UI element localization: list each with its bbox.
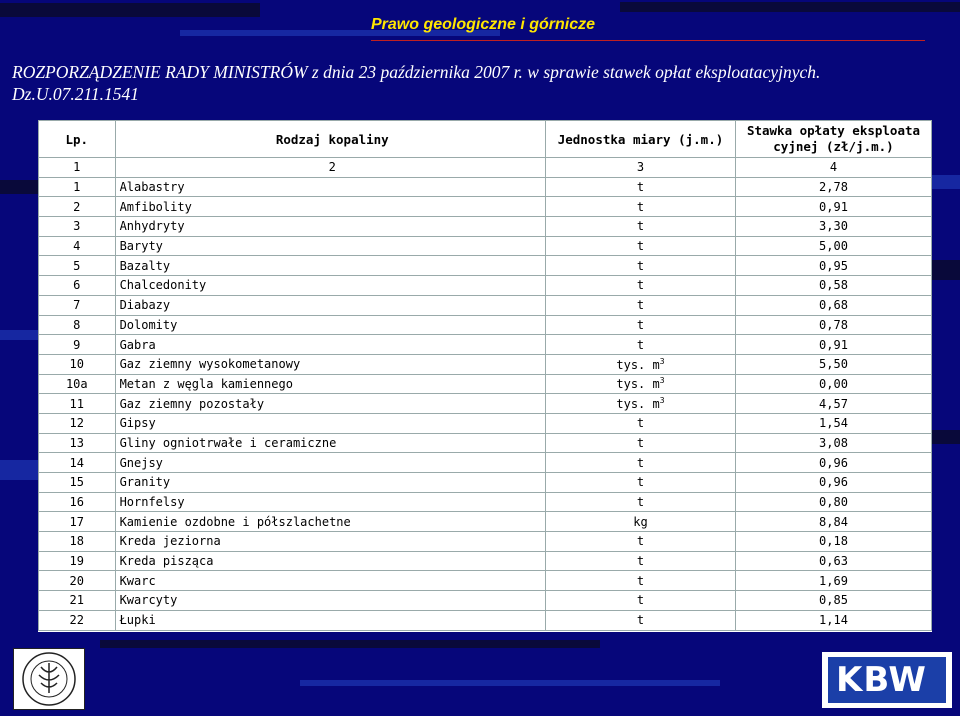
row-kind (115, 354, 545, 374)
column-number-row (39, 158, 932, 178)
row-lp-text: 21 (69, 593, 84, 608)
row-lp (39, 532, 116, 552)
row-unit-text: t (636, 219, 645, 234)
row-rate (735, 512, 931, 532)
row-kind (115, 335, 545, 355)
row-lp-text: 9 (73, 337, 81, 352)
row-unit (545, 413, 735, 433)
row-lp (39, 591, 116, 611)
table-row (39, 591, 932, 611)
row-rate (735, 532, 931, 552)
table-row (39, 532, 932, 552)
row-unit (545, 335, 735, 355)
row-lp-text: 20 (69, 573, 84, 588)
row-unit (545, 374, 735, 394)
row-lp (39, 217, 116, 237)
row-lp-text: 4 (73, 239, 81, 254)
row-kind-text: Metan z węgla kamiennego (119, 376, 293, 391)
row-lp (39, 315, 116, 335)
row-unit (545, 433, 735, 453)
row-unit (545, 177, 735, 197)
table-row (39, 177, 932, 197)
row-kind-text: Amfibolity (119, 199, 192, 214)
row-unit-text: t (636, 554, 645, 569)
row-unit-text: tys. m (616, 377, 660, 392)
column-number: 3 (545, 158, 735, 178)
row-unit (545, 591, 735, 611)
row-kind-text: Kwarc (119, 573, 156, 588)
row-unit (545, 354, 735, 374)
row-unit-text: t (636, 180, 645, 195)
row-kind (115, 315, 545, 335)
row-lp (39, 236, 116, 256)
row-lp-text: 15 (69, 475, 84, 490)
row-rate-text: 8,84 (819, 514, 848, 529)
table-row (39, 217, 932, 237)
row-unit (545, 492, 735, 512)
row-kind-text: Kamienie ozdobne i półszlachetne (119, 514, 351, 529)
table-row (39, 433, 932, 453)
row-lp-text: 6 (73, 278, 81, 293)
row-rate-text: 0,58 (819, 278, 848, 293)
row-lp-text: 11 (69, 396, 84, 411)
row-kind (115, 217, 545, 237)
row-lp (39, 473, 116, 493)
row-rate (735, 571, 931, 591)
row-kind (115, 571, 545, 591)
row-unit (545, 512, 735, 532)
row-unit-text: t (636, 239, 645, 254)
header-kind: Rodzaj kopaliny (115, 121, 545, 158)
row-unit (545, 256, 735, 276)
row-unit-text: t (636, 199, 645, 214)
row-rate (735, 217, 931, 237)
row-rate-text: 2,78 (819, 180, 848, 195)
row-rate (735, 177, 931, 197)
row-kind (115, 492, 545, 512)
row-kind-text: Hornfelsy (119, 495, 185, 510)
row-unit-text: t (636, 573, 645, 588)
row-lp (39, 551, 116, 571)
row-rate-text: 0,78 (819, 317, 848, 332)
row-kind (115, 276, 545, 296)
row-kind-text: Alabastry (119, 180, 185, 195)
row-kind-text: Kreda jeziorna (119, 534, 221, 549)
row-kind (115, 610, 545, 630)
row-rate (735, 335, 931, 355)
row-unit-text: t (636, 317, 645, 332)
table-row (39, 394, 932, 414)
row-rate (735, 473, 931, 493)
row-kind (115, 374, 545, 394)
row-rate (735, 276, 931, 296)
row-lp (39, 177, 116, 197)
regulation-reference: Dz.U.07.211.1541 (12, 84, 140, 104)
table-row (39, 197, 932, 217)
table-row (39, 354, 932, 374)
row-lp-text: 10 (69, 357, 84, 372)
header-unit: Jednostka miary (j.m.) (545, 121, 735, 158)
column-number: 2 (115, 158, 545, 178)
rates-table-image (38, 120, 932, 632)
table-row (39, 276, 932, 296)
row-lp-text: 7 (73, 298, 81, 313)
row-unit (545, 315, 735, 335)
row-lp-text: 22 (69, 613, 84, 628)
row-kind-text: Kreda pisząca (119, 554, 214, 569)
row-rate (735, 492, 931, 512)
row-kind (115, 433, 545, 453)
row-rate-text: 0,18 (819, 534, 848, 549)
header-lp: Lp. (39, 121, 116, 158)
row-lp-text: 16 (69, 495, 84, 510)
row-lp-text: 10a (65, 376, 88, 391)
row-rate (735, 354, 931, 374)
row-kind (115, 197, 545, 217)
table-row (39, 512, 932, 532)
table-row (39, 551, 932, 571)
row-kind (115, 413, 545, 433)
row-unit (545, 217, 735, 237)
row-rate (735, 236, 931, 256)
kbw-logo-text: KBW (836, 660, 927, 700)
row-kind-text: Granity (119, 475, 171, 490)
row-unit-text: t (636, 416, 645, 431)
row-unit-text: tys. m (616, 397, 660, 412)
table-row (39, 374, 932, 394)
row-lp-text: 13 (69, 435, 84, 450)
row-rate (735, 256, 931, 276)
row-rate (735, 315, 931, 335)
row-lp (39, 492, 116, 512)
row-kind-text: Gabra (119, 337, 156, 352)
row-rate (735, 394, 931, 414)
row-unit (545, 295, 735, 315)
row-rate-text: 0,80 (819, 495, 848, 510)
row-rate (735, 197, 931, 217)
row-unit-text: t (636, 337, 645, 352)
row-unit-text: tys. m (616, 357, 660, 372)
row-lp (39, 512, 116, 532)
row-unit-text: t (636, 435, 645, 450)
row-lp (39, 197, 116, 217)
header-rate: Stawka opłaty eksploata cyjnej (zł/j.m.) (735, 121, 931, 158)
row-rate-text: 1,54 (819, 416, 848, 431)
brand-underline (371, 40, 925, 41)
row-kind (115, 551, 545, 571)
row-kind (115, 453, 545, 473)
row-rate-text: 3,08 (819, 435, 848, 450)
column-number: 4 (735, 158, 931, 178)
regulation-heading (12, 61, 952, 105)
row-rate (735, 413, 931, 433)
table-row (39, 236, 932, 256)
table-row (39, 453, 932, 473)
table-row (39, 413, 932, 433)
row-lp (39, 374, 116, 394)
row-unit (545, 197, 735, 217)
table-row (39, 335, 932, 355)
table-row (39, 315, 932, 335)
row-rate-text: 0,85 (819, 593, 848, 608)
row-kind (115, 473, 545, 493)
row-kind (115, 256, 545, 276)
row-rate (735, 433, 931, 453)
table-row (39, 610, 932, 630)
row-rate (735, 610, 931, 630)
row-lp (39, 433, 116, 453)
row-unit (545, 276, 735, 296)
row-unit-text: t (636, 258, 645, 273)
row-lp (39, 571, 116, 591)
table-row (39, 492, 932, 512)
row-unit-text: t (636, 613, 645, 628)
row-rate (735, 591, 931, 611)
row-unit-text: t (636, 534, 645, 549)
row-kind (115, 236, 545, 256)
row-lp (39, 453, 116, 473)
unit-exponent: 3 (659, 396, 665, 406)
row-lp-text: 5 (73, 258, 81, 273)
row-unit (545, 610, 735, 630)
row-unit (545, 571, 735, 591)
row-rate-text: 4,57 (819, 396, 848, 411)
row-lp (39, 335, 116, 355)
row-lp-text: 3 (73, 219, 81, 234)
row-lp (39, 295, 116, 315)
row-kind (115, 394, 545, 414)
row-rate-text: 0,63 (819, 554, 848, 569)
row-rate-text: 0,95 (819, 258, 848, 273)
row-unit (545, 532, 735, 552)
row-rate-text: 5,00 (819, 239, 848, 254)
row-unit-text: t (636, 455, 645, 470)
rates-table (38, 120, 932, 631)
row-rate (735, 551, 931, 571)
unit-exponent: 3 (659, 356, 665, 366)
row-kind-text: Bazalty (119, 258, 171, 273)
row-kind-text: Baryty (119, 239, 163, 254)
table-row (39, 571, 932, 591)
row-rate-text: 1,14 (819, 613, 848, 628)
row-rate-text: 0,91 (819, 199, 848, 214)
row-kind-text: Kwarcyty (119, 593, 178, 608)
unit-exponent: 3 (659, 376, 665, 386)
column-number: 1 (39, 158, 116, 178)
row-rate-text: 1,69 (819, 573, 848, 588)
row-lp (39, 610, 116, 630)
row-kind (115, 177, 545, 197)
row-lp-text: 8 (73, 317, 81, 332)
row-rate-text: 0,68 (819, 298, 848, 313)
row-unit-text: kg (633, 514, 648, 529)
row-rate-text: 0,91 (819, 337, 848, 352)
row-rate (735, 295, 931, 315)
row-kind-text: Diabazy (119, 298, 171, 313)
row-unit (545, 551, 735, 571)
row-kind-text: Gaz ziemny pozostały (119, 396, 265, 411)
row-lp (39, 256, 116, 276)
row-kind-text: Gipsy (119, 416, 156, 431)
row-lp-text: 1 (73, 180, 81, 195)
row-rate-text: 5,50 (819, 357, 848, 372)
row-lp-text: 18 (69, 534, 84, 549)
row-kind (115, 512, 545, 532)
row-lp-text: 17 (69, 514, 84, 529)
row-kind-text: Anhydryty (119, 219, 185, 234)
academy-seal-icon (13, 648, 85, 710)
row-lp-text: 14 (69, 455, 84, 470)
row-lp (39, 276, 116, 296)
row-unit (545, 236, 735, 256)
row-kind-text: Gaz ziemny wysokometanowy (119, 357, 301, 372)
row-lp-text: 2 (73, 199, 81, 214)
row-unit (545, 473, 735, 493)
row-kind (115, 591, 545, 611)
table-row (39, 256, 932, 276)
row-lp-text: 12 (69, 416, 84, 431)
row-rate-text: 0,00 (819, 376, 848, 391)
row-lp (39, 413, 116, 433)
table-row (39, 473, 932, 493)
row-unit-text: t (636, 278, 645, 293)
row-lp (39, 394, 116, 414)
row-unit-text: t (636, 495, 645, 510)
brand-title: Prawo geologiczne i górnicze (371, 16, 596, 33)
row-kind (115, 532, 545, 552)
row-kind-text: Łupki (119, 613, 156, 628)
row-unit (545, 394, 735, 414)
row-rate (735, 453, 931, 473)
row-unit-text: t (636, 593, 645, 608)
row-kind-text: Gliny ogniotrwałe i ceramiczne (119, 435, 337, 450)
row-lp-text: 19 (69, 554, 84, 569)
row-kind-text: Dolomity (119, 317, 178, 332)
row-kind-text: Gnejsy (119, 455, 163, 470)
kbw-logo (822, 652, 952, 708)
row-lp (39, 354, 116, 374)
row-rate-text: 3,30 (819, 219, 848, 234)
row-rate (735, 374, 931, 394)
row-unit (545, 453, 735, 473)
row-kind-text: Chalcedonity (119, 278, 207, 293)
row-unit-text: t (636, 298, 645, 313)
row-unit-text: t (636, 475, 645, 490)
row-rate-text: 0,96 (819, 455, 848, 470)
row-kind (115, 295, 545, 315)
regulation-title: ROZPORZĄDZENIE RADY MINISTRÓW z dnia 23 października 2007 r. w sprawie stawek opłat eksploatacyjnych. (12, 62, 821, 82)
table-row (39, 295, 932, 315)
row-rate-text: 0,96 (819, 475, 848, 490)
